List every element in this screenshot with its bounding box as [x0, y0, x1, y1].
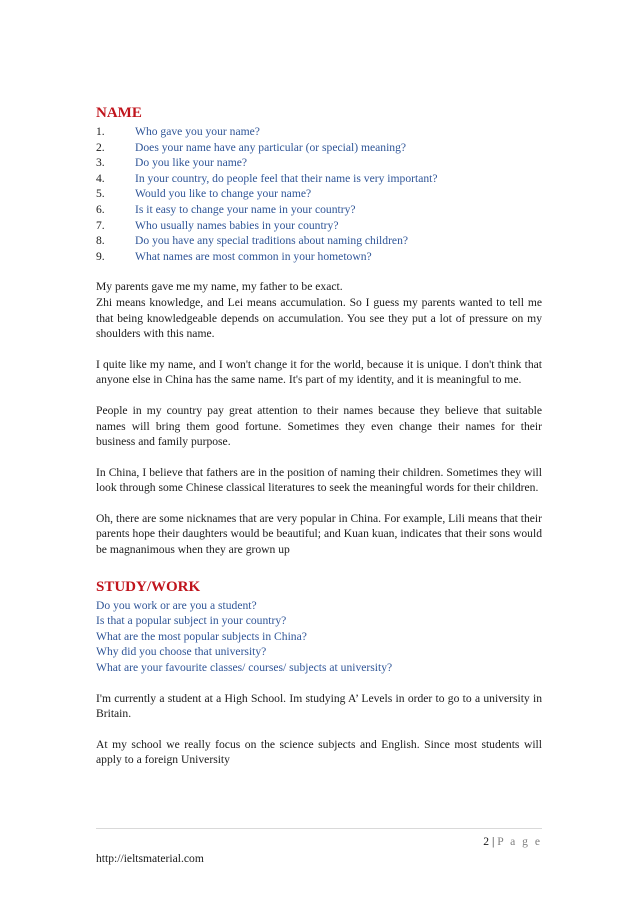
study-question: What are your favourite classes/ courses/ subjects at university?	[96, 661, 393, 675]
name-questions-list	[96, 124, 542, 264]
question-number: 6.	[96, 202, 105, 216]
answer-paragraph: At my school we really focus on the science subjects and English. Since most students will apply to a foreign University	[96, 737, 542, 767]
question-number: 4.	[96, 171, 105, 185]
page-separator: |	[491, 835, 495, 848]
page-number-footer	[483, 835, 542, 848]
question-text: Would you like to change your name?	[135, 187, 312, 201]
question-number: 7.	[96, 218, 105, 232]
question-text: Is it easy to change your name in your country?	[135, 202, 356, 216]
study-work-heading: STUDY/WORK	[96, 578, 201, 595]
answer-paragraph: I'm currently a student at a High School. Im studying A’ Levels in order to go to a university in Britain.	[96, 691, 542, 721]
answer-paragraph: I quite like my name, and I won't change it for the world, because it is unique. I don't think that anyone else in China has the same name. It's part of my identity, and it is meaningful to me.	[96, 357, 542, 387]
question-text: Does your name have any particular (or special) meaning?	[135, 140, 407, 154]
study-question: Is that a popular subject in your country?	[96, 614, 287, 628]
question-text: Who gave you your name?	[135, 125, 260, 138]
answer-paragraph: In China, I believe that fathers are in the position of naming their children. Sometimes they will look through some Chinese classical literatures to seek the meaningful words for their children.	[96, 465, 542, 495]
list-item	[96, 140, 542, 156]
question-text: Who usually names babies in your country?	[135, 218, 339, 232]
question-text: What names are most common in your hometown?	[135, 249, 372, 263]
answer-paragraph: People in my country pay great attention to their names because they believe that suitable names will bring them good fortune. Sometimes they even change their names for their business and family purpose.	[96, 403, 542, 449]
list-item	[96, 124, 542, 140]
question-text: Do you have any special traditions about naming children?	[135, 234, 409, 248]
study-question: Why did you choose that university?	[96, 645, 267, 659]
question-text: In your country, do people feel that their name is very important?	[135, 171, 438, 185]
list-item	[96, 171, 542, 187]
question-text: Do you like your name?	[135, 156, 248, 170]
page-label: P a g e	[497, 835, 542, 848]
document-page	[96, 104, 542, 768]
study-question: What are the most popular subjects in China?	[96, 629, 307, 643]
name-heading: NAME	[96, 105, 142, 121]
question-number: 9.	[96, 249, 105, 263]
footer-url: http://ieltsmaterial.com	[96, 852, 204, 865]
list-item	[96, 218, 542, 234]
list-item	[96, 233, 542, 249]
study-question: Do you work or are you a student?	[96, 598, 257, 612]
list-item	[96, 249, 542, 265]
question-number: 8.	[96, 234, 105, 248]
list-item	[96, 186, 542, 202]
answer-paragraph: Oh, there are some nicknames that are very popular in China. For example, Lili means that their parents hope their daughters would be beautiful; and Kuan kuan, indicates that their sons would be magnanimous when they are grown up	[96, 511, 542, 557]
question-number: 2.	[96, 140, 105, 154]
question-number: 5.	[96, 187, 105, 201]
answer-paragraph: Zhi means knowledge, and Lei means accumulation. So I guess my parents wanted to tell me that being knowledgeable depends on accumulation. You see they put a lot of pressure on my shoulders with this name.	[96, 295, 542, 341]
page-number: 2	[483, 835, 490, 848]
question-number: 1.	[96, 125, 105, 138]
footer-divider	[96, 828, 542, 829]
question-number: 3.	[96, 156, 105, 170]
list-item	[96, 155, 542, 171]
list-item	[96, 202, 542, 218]
answer-paragraph: My parents gave me my name, my father to be exact.	[96, 280, 343, 294]
